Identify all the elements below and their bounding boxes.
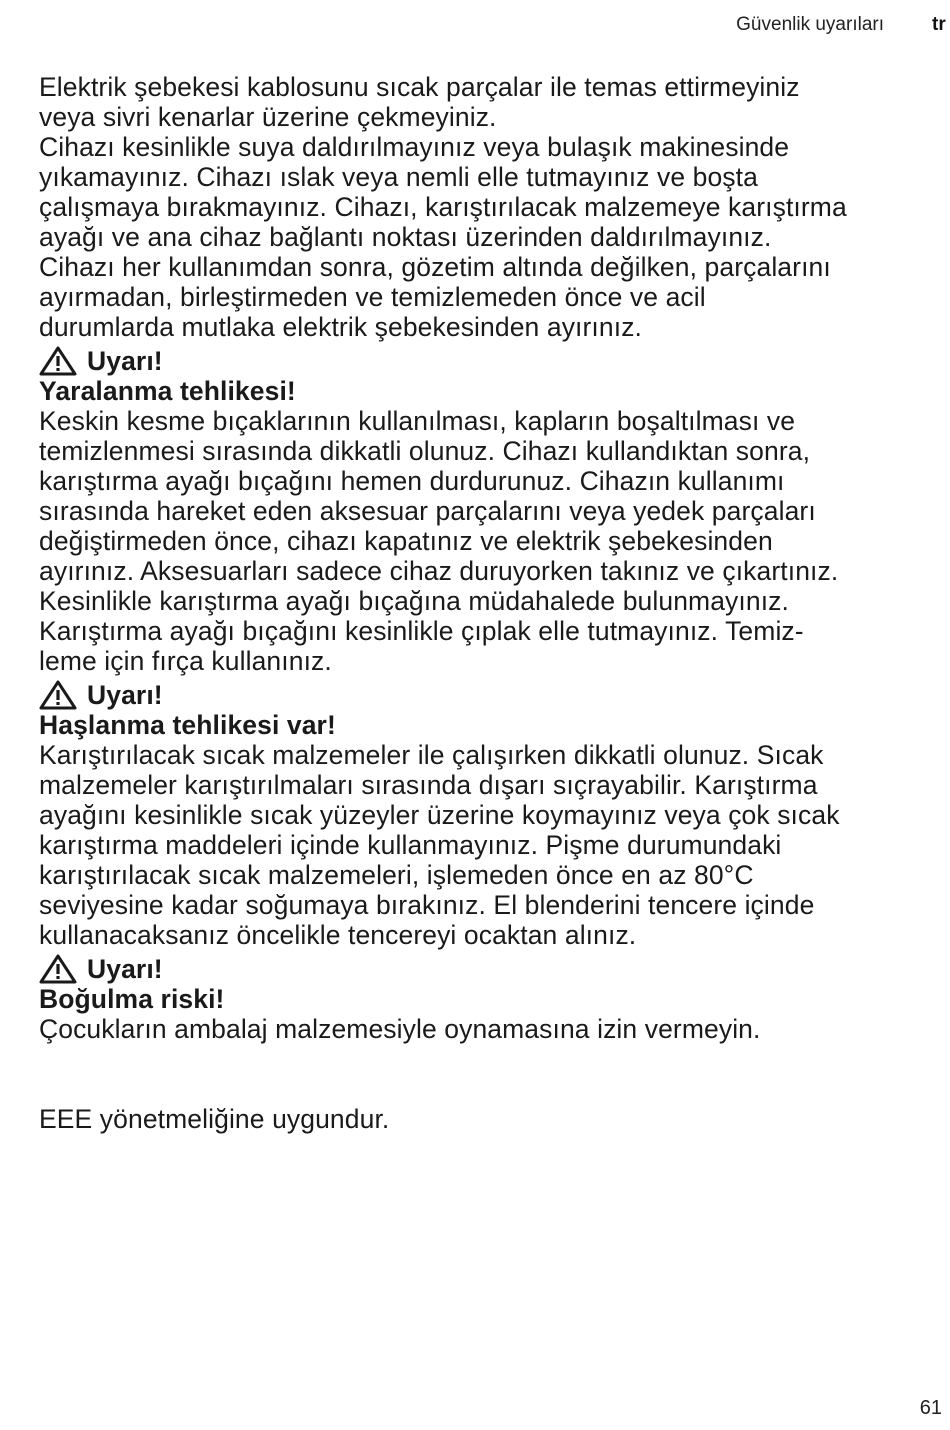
intro-paragraph: Elektrik şebekesi kablosunu sıcak parçalar ile temas ettirmeyiniz veya sivri kenarlar üzerine çekmeyiniz. Cihazı kesinlikle suya daldırılmayınız veya bulaşık makinesinde yıkamayınız. Cihazı ıslak veya nemli elle tutmayınız ve boşta çalışmaya bırakmayınız. Cihazı, karıştırılacak malzemeye karıştırma ayağı ve ana cihaz bağlantı noktası üzerinden daldırılmayınız. Cihazı her kullanımdan sonra, gözetim altında değilken, parçalarını ayırmadan, birleştirmeden ve temizlemeden önce ve acil durumlarda mutlaka elektrik şebekesinden ayırınız.	[39, 72, 847, 342]
language-code: tr	[932, 14, 946, 35]
warning-label: Uyarı!	[87, 954, 163, 984]
warning-heading-injury	[39, 346, 947, 376]
section-title: Güvenlik uyarıları	[736, 14, 884, 35]
warning-label: Uyarı!	[87, 680, 163, 710]
warning-triangle-icon	[39, 680, 77, 710]
warning-heading-suffocation	[39, 954, 947, 984]
warning-text-suffocation: Çocukların ambalaj malzemesiyle oynamasına izin vermeyin.	[39, 1014, 761, 1044]
page-number: 61	[919, 1397, 942, 1419]
warning-title-scalding: Haşlanma tehlikesi var!	[39, 710, 336, 740]
warning-text-injury: Keskin kesme bıçaklarının kullanılması, kapların boşaltılması ve temizlenmesi sırasında dikkatli olunuz. Cihazı kullandıktan sonra, karıştırma ayağı bıçağını hemen durdurunuz. Cihazın kullanımı sırasında hareket eden aksesuar parçalarını veya yedek parçaları değiştirmeden önce, cihazı kapatınız ve elektrik şebekesinden ayırınız. Aksesuarları sadece cihaz duruyorken takınız ve çıkartınız. Kesinlikle karıştırma ayağı bıçağına müdahalede bulunmayınız. Karıştırma ayağı bıçağını kesinlikle çıplak elle tutmayınız. Temiz- leme için fırça kullanınız.	[39, 406, 839, 676]
warning-label: Uyarı!	[87, 346, 163, 376]
warning-triangle-icon	[39, 346, 77, 376]
warning-title-suffocation: Boğulma riski!	[39, 984, 225, 1014]
warning-title-injury: Yaralanma tehlikesi!	[39, 376, 296, 406]
page-header	[736, 12, 950, 38]
document-body	[39, 72, 947, 1134]
warning-heading-scalding	[39, 680, 947, 710]
spacer	[39, 1044, 947, 1104]
warning-triangle-icon	[39, 954, 77, 984]
warning-text-scalding: Karıştırılacak sıcak malzemeler ile çalışırken dikkatli olunuz. Sıcak malzemeler karıştırılmaları sırasında dışarı sıçrayabilir. Karıştırma ayağını kesinlikle sıcak yüzeyler üzerine koymayınız veya çok sıcak karıştırma maddeleri içinde kullanmayınız. Pişme durumundaki karıştırılacak sıcak malzemeleri, işlemeden önce en az 80°C seviyesine kadar soğumaya bırakınız. El blenderini tencere içinde kullanacaksanız öncelikle tencereyi ocaktan alınız.	[39, 740, 840, 950]
compliance-note: EEE yönetmeliğine uygundur.	[39, 1104, 390, 1134]
